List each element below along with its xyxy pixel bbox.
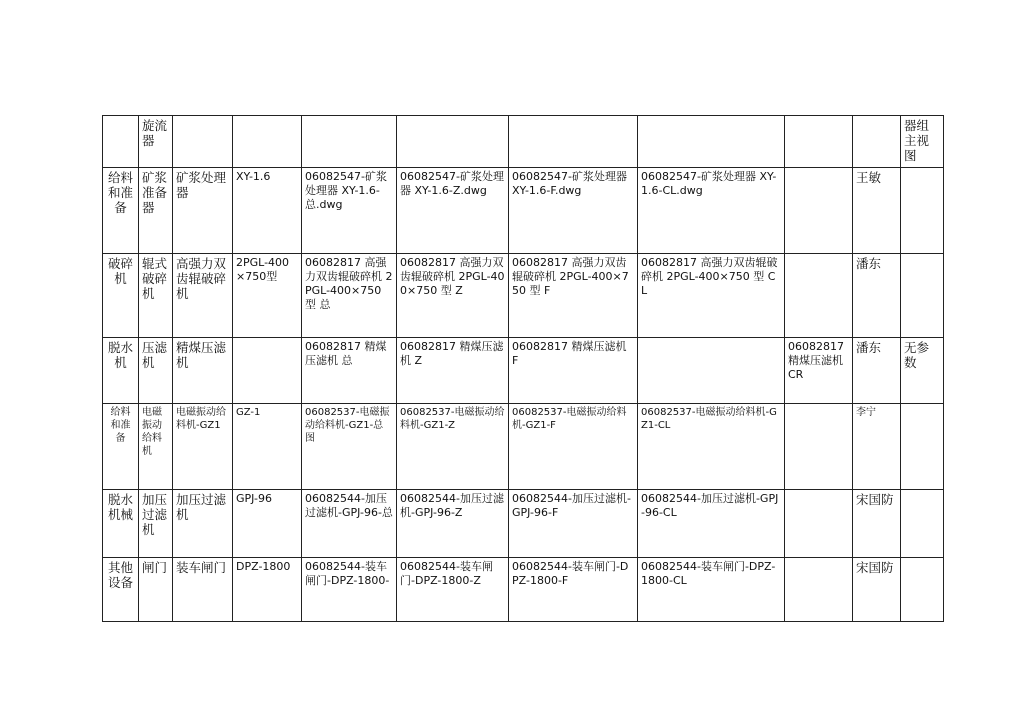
table-cell: 王敏 — [853, 168, 901, 254]
table-cell: 06082547-矿浆处理器 XY-1.6-CL.dwg — [638, 168, 785, 254]
table-cell: 给料和准备 — [103, 404, 139, 490]
table-cell: 矿浆处理器 — [173, 168, 233, 254]
table-cell: 06082544-装车闸门-DPZ-1800- — [302, 558, 397, 622]
table-cell: 旋流器 — [139, 116, 173, 168]
table-cell: 辊式破碎机 — [139, 254, 173, 338]
table-cell: 加压过滤机 — [139, 490, 173, 558]
table-cell: 无参数 — [901, 338, 944, 404]
table-cell: 06082817 高强力双齿辊破碎机 2PGL-400×750 型 Z — [397, 254, 509, 338]
table-cell: 06082544-装车闸门-DPZ-1800-Z — [397, 558, 509, 622]
table-cell: XY-1.6 — [233, 168, 302, 254]
table-cell: 06082537-电磁振动给料机-GZ1-总图 — [302, 404, 397, 490]
table-cell: 脱水机 — [103, 338, 139, 404]
table-cell: 06082817 精煤压滤机 总 — [302, 338, 397, 404]
table-row — [103, 116, 944, 168]
table-body — [103, 116, 944, 622]
table-row — [103, 254, 944, 338]
table-cell: GZ-1 — [233, 404, 302, 490]
table-cell: 06082817 高强力双齿辊破碎机 2PGL-400×750 型 总 — [302, 254, 397, 338]
table-cell: 06082547-矿浆处理器 XY-1.6-F.dwg — [509, 168, 638, 254]
table-cell: 06082544-装车闸门-DPZ-1800-F — [509, 558, 638, 622]
table-cell — [785, 168, 853, 254]
table-cell: 06082537-电磁振动给料机-GZ1-Z — [397, 404, 509, 490]
table-cell: 06082547-矿浆处理器 XY-1.6-总.dwg — [302, 168, 397, 254]
table-cell: 06082817 精煤压滤机 F — [509, 338, 638, 404]
table-cell — [397, 116, 509, 168]
table-cell: 06082544-加压过滤机-GPJ-96-CL — [638, 490, 785, 558]
table-cell: 电磁振动给料机-GZ1 — [173, 404, 233, 490]
table-cell — [901, 168, 944, 254]
table-cell: 06082537-电磁振动给料机-GZ1-F — [509, 404, 638, 490]
table-cell: 06082817 高强力双齿辊破碎机 2PGL-400×750 型 CL — [638, 254, 785, 338]
table-cell: 06082544-加压过滤机-GPJ-96-Z — [397, 490, 509, 558]
table-cell: 06082547-矿浆处理器 XY-1.6-Z.dwg — [397, 168, 509, 254]
table-cell — [509, 116, 638, 168]
table-cell — [901, 404, 944, 490]
table-cell: 其他设备 — [103, 558, 139, 622]
table-cell: 矿浆准备器 — [139, 168, 173, 254]
table-cell — [785, 490, 853, 558]
drawing-index-table — [102, 115, 944, 622]
table-cell: 宋国防 — [853, 490, 901, 558]
table-cell — [233, 116, 302, 168]
table-cell: 电磁振动给料机 — [139, 404, 173, 490]
table-cell: 2PGL-400×750型 — [233, 254, 302, 338]
table-cell — [853, 116, 901, 168]
table-cell: GPJ-96 — [233, 490, 302, 558]
table-cell: 给料和准备 — [103, 168, 139, 254]
table-row — [103, 558, 944, 622]
table-cell — [785, 254, 853, 338]
table-cell: 李宁 — [853, 404, 901, 490]
table-cell — [173, 116, 233, 168]
table-cell: 闸门 — [139, 558, 173, 622]
table-cell — [901, 558, 944, 622]
table-cell: 06082544-装车闸门-DPZ-1800-CL — [638, 558, 785, 622]
table-cell: 06082544-加压过滤机-GPJ-96-总 — [302, 490, 397, 558]
table-cell: 潘东 — [853, 254, 901, 338]
table-cell: 06082817 高强力双齿辊破碎机 2PGL-400×750 型 F — [509, 254, 638, 338]
table-row — [103, 168, 944, 254]
table-cell: 06082817 精煤压滤机 CR — [785, 338, 853, 404]
table-row — [103, 338, 944, 404]
table-row — [103, 404, 944, 490]
table-cell — [901, 254, 944, 338]
table-cell — [785, 404, 853, 490]
table-cell — [103, 116, 139, 168]
table-cell — [901, 490, 944, 558]
table-cell — [638, 338, 785, 404]
table-cell: 06082544-加压过滤机-GPJ-96-F — [509, 490, 638, 558]
table-row — [103, 490, 944, 558]
table-cell: DPZ-1800 — [233, 558, 302, 622]
table-cell — [785, 116, 853, 168]
table-cell: 06082537-电磁振动给料机-GZ1-CL — [638, 404, 785, 490]
table-cell: 器组主视图 — [901, 116, 944, 168]
table-cell — [302, 116, 397, 168]
table-cell: 破碎机 — [103, 254, 139, 338]
table-cell: 潘东 — [853, 338, 901, 404]
table-cell — [638, 116, 785, 168]
table-cell: 精煤压滤机 — [173, 338, 233, 404]
table-cell: 06082817 精煤压滤机 Z — [397, 338, 509, 404]
table-cell: 压滤机 — [139, 338, 173, 404]
table-cell: 脱水机械 — [103, 490, 139, 558]
table-cell: 装车闸门 — [173, 558, 233, 622]
table-cell: 高强力双齿辊破碎机 — [173, 254, 233, 338]
table-cell: 宋国防 — [853, 558, 901, 622]
table-cell — [785, 558, 853, 622]
table-cell: 加压过滤机 — [173, 490, 233, 558]
table-cell — [233, 338, 302, 404]
